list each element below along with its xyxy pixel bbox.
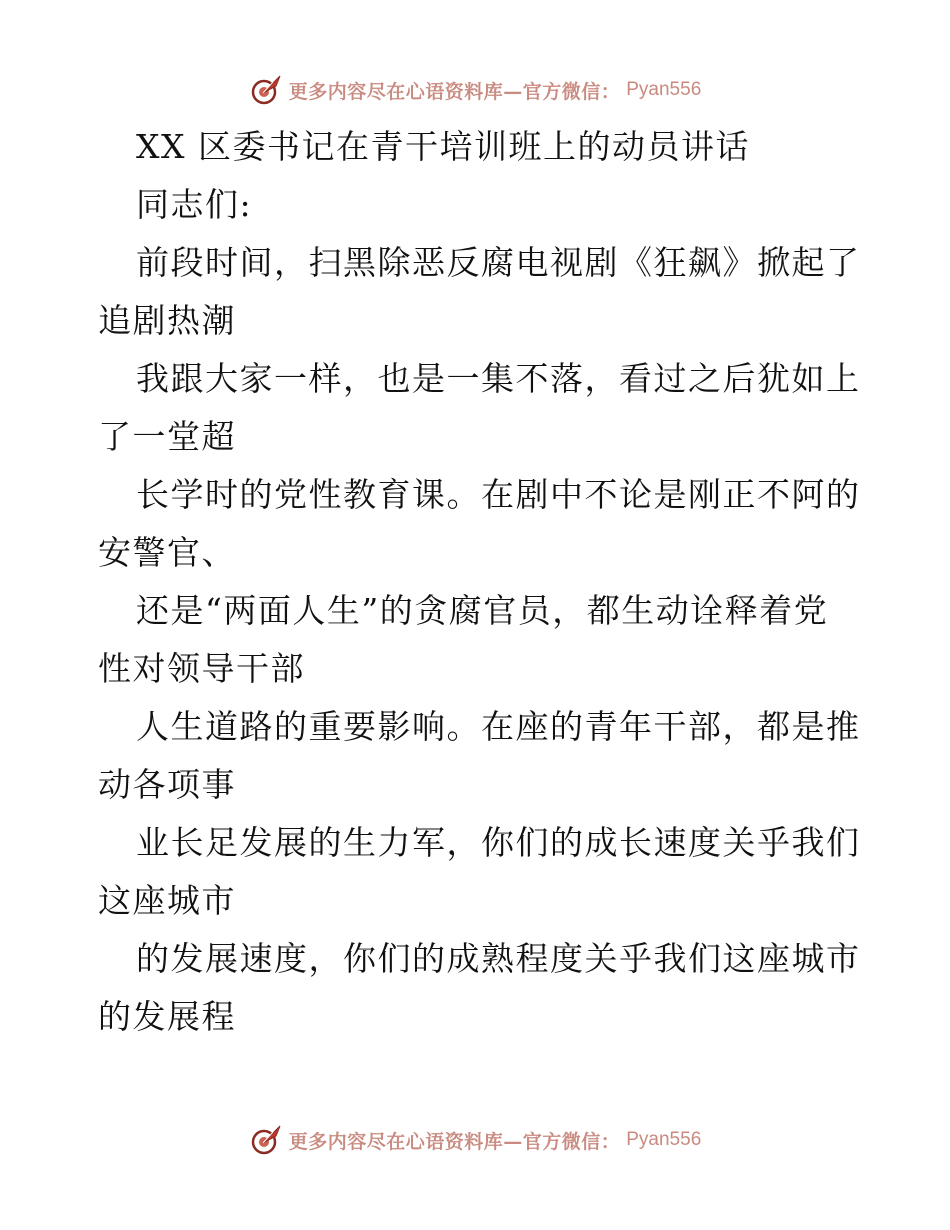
body-line: 性对领导干部 (98, 649, 305, 688)
watermark-id: Pyan556 (626, 1129, 702, 1150)
body-line: 的发展速度，你们的成熟程度关乎我们这座城市 (136, 939, 861, 978)
document-title: XX 区委书记在青干培训班上的动员讲话 (136, 127, 750, 166)
body-line: 长学时的党性教育课。在剧中不论是刚正不阿的 (136, 475, 861, 514)
watermark-id: Pyan556 (626, 79, 702, 100)
body-line: 人生道路的重要影响。在座的青年干部，都是推 (136, 707, 861, 746)
body-line: 追剧热潮 (98, 301, 236, 340)
salutation: 同志们: (136, 185, 253, 224)
feather-pen-logo-icon (249, 1123, 283, 1157)
document-body (98, 118, 861, 1046)
body-line: 这座城市 (98, 881, 236, 920)
footer-watermark (0, 1120, 950, 1160)
watermark-text: 更多内容尽在心语资料库—官方微信： (288, 1130, 621, 1153)
body-line: 的发展程 (98, 997, 236, 1036)
body-line: 前段时间，扫黑除恶反腐电视剧《狂飙》掀起了 (136, 243, 861, 282)
body-line: 安警官、 (98, 533, 236, 572)
feather-pen-logo-icon (249, 73, 283, 107)
body-line: 动各项事 (98, 765, 236, 804)
body-line: 业长足发展的生力军，你们的成长速度关乎我们 (136, 823, 861, 862)
watermark-text: 更多内容尽在心语资料库—官方微信： (288, 80, 621, 103)
body-line: 我跟大家一样，也是一集不落，看过之后犹如上 (136, 359, 861, 398)
body-line: 还是“两面人生”的贪腐官员，都生动诠释着党 (136, 591, 829, 630)
body-line: 了一堂超 (98, 417, 236, 456)
header-watermark (0, 70, 950, 110)
